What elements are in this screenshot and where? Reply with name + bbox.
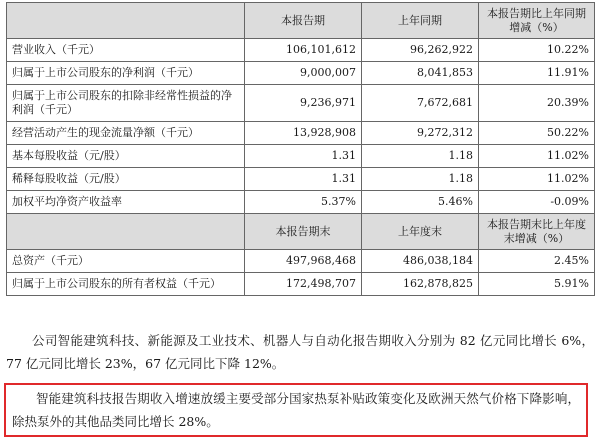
header-cell: 本报告期 [245, 3, 362, 39]
table-row [7, 39, 595, 62]
row-label: 加权平均净资产收益率 [7, 191, 245, 214]
prior-value: 1.18 [362, 145, 479, 168]
header-cell: 上年同期 [362, 3, 479, 39]
change-value: 50.22% [479, 122, 595, 145]
current-value: 9,000,007 [245, 62, 362, 85]
header-cell: 本报告期比上年同期 增减（%） [479, 3, 595, 39]
current-value: 106,101,612 [245, 39, 362, 62]
change-value: 20.39% [479, 85, 595, 122]
change-value: 2.45% [479, 250, 595, 273]
prior-value: 9,272,312 [362, 122, 479, 145]
current-value: 13,928,908 [245, 122, 362, 145]
change-value: 11.02% [479, 168, 595, 191]
current-value: 5.37% [245, 191, 362, 214]
row-label: 归属于上市公司股东的扣除非经常性损益的净利润（千元） [7, 85, 245, 122]
row-label: 稀释每股收益（元/股） [7, 168, 245, 191]
change-value: 5.91% [479, 273, 595, 296]
row-label: 经营活动产生的现金流量净额（千元） [7, 122, 245, 145]
table-header-row [7, 214, 595, 250]
current-value: 9,236,971 [245, 85, 362, 122]
table-row [7, 62, 595, 85]
header-cell [7, 214, 245, 250]
table-row [7, 191, 595, 214]
prior-value: 5.46% [362, 191, 479, 214]
prior-value: 1.18 [362, 168, 479, 191]
callout-paragraph: 智能建筑科技报告期收入增速放缓主要受部分国家热泵补贴政策变化及欧洲天然气价格下降影响，除热泵外的其他品类同比增长 28%。 [12, 391, 580, 429]
table-row [7, 122, 595, 145]
prior-value: 7,672,681 [362, 85, 479, 122]
table-header-row [7, 3, 595, 39]
table-row [7, 85, 595, 122]
row-label: 营业收入（千元） [7, 39, 245, 62]
change-value: 11.02% [479, 145, 595, 168]
current-value: 172,498,707 [245, 273, 362, 296]
current-value: 1.31 [245, 145, 362, 168]
row-label: 基本每股收益（元/股） [7, 145, 245, 168]
highlighted-callout-box [4, 383, 588, 437]
table-row [7, 145, 595, 168]
header-cell: 本报告期末比上年度 末增减（%） [479, 214, 595, 250]
table-row [7, 168, 595, 191]
row-label: 归属于上市公司股东的净利润（千元） [7, 62, 245, 85]
header-cell: 本报告期末 [245, 214, 362, 250]
header-cell [7, 3, 245, 39]
row-label: 归属于上市公司股东的所有者权益（千元） [7, 273, 245, 296]
prior-value: 8,041,853 [362, 62, 479, 85]
current-value: 497,968,468 [245, 250, 362, 273]
change-value: -0.09% [479, 191, 595, 214]
prior-value: 486,038,184 [362, 250, 479, 273]
change-value: 11.91% [479, 62, 595, 85]
table-row [7, 273, 595, 296]
segment-revenue-paragraph: 公司智能建筑科技、新能源及工业技术、机器人与自动化报告期收入分别为 82 亿元同比增长 6%，77 亿元同比增长 23%，67 亿元同比下降 12%。 [6, 333, 594, 371]
row-label: 总资产（千元） [7, 250, 245, 273]
financial-summary-table [6, 2, 595, 296]
current-value: 1.31 [245, 168, 362, 191]
change-value: 10.22% [479, 39, 595, 62]
table-row [7, 250, 595, 273]
prior-value: 96,262,922 [362, 39, 479, 62]
prior-value: 162,878,825 [362, 273, 479, 296]
header-cell: 上年度末 [362, 214, 479, 250]
